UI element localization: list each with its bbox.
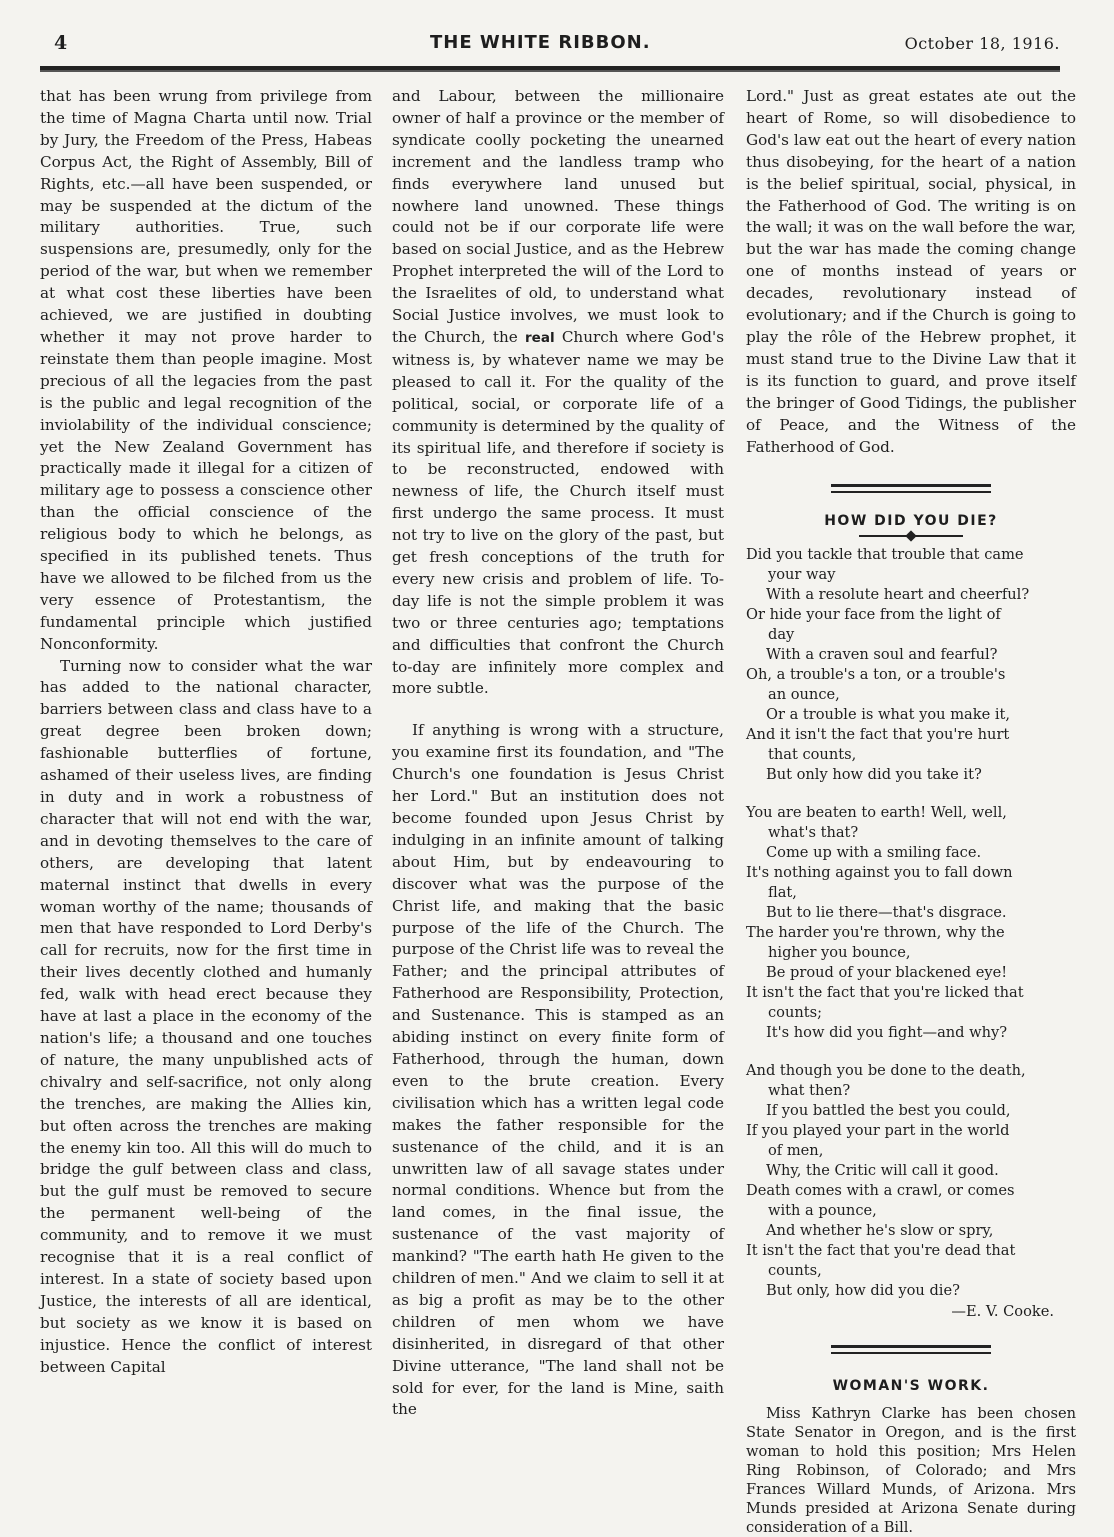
header-rule xyxy=(40,66,1060,72)
issue-date: October 18, 1916. xyxy=(904,34,1060,53)
article-paragraph: Miss Kathryn Clarke has been chosen State Senator in Oregon, and is the first woman to hold this position; Mrs Helen Ring Robinson, of Colorado; and Mrs Frances Willard Munds, of Arizona. Mrs Munds presided at Arizona Senate during consideration of a Bill. xyxy=(746,1405,1076,1537)
poem-line: And though you be done to the death, xyxy=(746,1062,1026,1080)
poem-line: with a pounce, xyxy=(768,1202,877,1220)
poem-line: day xyxy=(768,626,795,644)
emphasis-word: real xyxy=(525,329,555,346)
poem-line: It isn't the fact that you're dead that xyxy=(746,1242,1016,1260)
poem-credit: —E. V. Cooke. xyxy=(951,1303,1054,1321)
poem-line: If you battled the best you could, xyxy=(766,1102,1011,1120)
poem-line: of men, xyxy=(768,1142,824,1160)
column-1 xyxy=(40,86,372,1378)
poem-line: The harder you're thrown, why the xyxy=(746,924,1005,942)
poem-line: counts, xyxy=(768,1262,822,1280)
poem-line: what's that? xyxy=(768,824,859,842)
page-number: 4 xyxy=(54,32,68,54)
article-paragraph: Lord." Just as great estates ate out the heart of Rome, so will disobedience to God's law eat out the heart of every nation thus disobeying, for the heart of a nation is the belief spiritual, social, physical, in the Fatherhood of God. The writing is on the wall; it was on the wall before the war, but the war has made the coming change one of months instead of years or decades, revolutionary instead of evolutionary; and if the Church is going to play the rôle of the Hebrew prophet, it must stand true to the Divine Law that it is its function to guard, and prove itself the bringer of Good Tidings, the publisher of Peace, and the Witness of the Fatherhood of God. xyxy=(746,87,1076,456)
spacer xyxy=(746,1323,1076,1345)
poem-line: And it isn't the fact that you're hurt xyxy=(746,726,1010,744)
poem-line: Be proud of your blackened eye! xyxy=(766,964,1008,982)
poem-line: If you played your part in the world xyxy=(746,1122,1010,1140)
article-paragraph: that has been wrung from privilege from the time of Magna Charta until now. Trial by Jury, the Freedom of the Press, Habeas Corpus Act, the Right of Assembly, Bill of Rights, etc.—all have been suspended, or may be suspended at the dictum of the military authorities. True, such suspensions are, presumedly, only for the period of the war, but when we remember at what cost these liberties have been achieved, we are justified in doubting whether it may not prove harder to reinstate them than people imagine. Most precious of all the legacies from the past is the public and legal recognition of the inviolability of the individual conscience; yet the New Zealand Government has practically made it illegal for a citizen of military age to possess a conscience other than the official conscience of the religious body to which he belongs, as specified in its published tenets. Thus have we allowed to be filched from us the very essence of Protestantism, the fundamental principle which justified Nonconformity. xyxy=(40,87,372,653)
poem-line: Why, the Critic will call it good. xyxy=(766,1162,999,1180)
poem-line: your way xyxy=(768,566,836,584)
section-double-rule xyxy=(831,1345,991,1354)
poem-line: higher you bounce, xyxy=(768,944,911,962)
spacer xyxy=(746,458,1076,484)
section-double-rule xyxy=(831,484,991,493)
article-text: and Labour, between the millionaire owner of half a province or the member of syndicate coolly pocketing the unearned increment and the landless tramp who finds everywhere land unused but nowhere land unowned. These things could not be if our corporate life were based on social Justice, and as the Hebrew Prophet interpreted the will of the Lord to the Israelites of old, to understand what Social Justice involves, we must look to the Church, the xyxy=(392,87,724,346)
poem-line: It's how did you fight—and why? xyxy=(766,1024,1008,1042)
column-3 xyxy=(746,86,1076,1537)
poem-line: Or a trouble is what you make it, xyxy=(766,706,1011,724)
poem-line: Did you tackle that trouble that came xyxy=(746,546,1024,564)
stanza-gap xyxy=(746,1043,1076,1061)
poem xyxy=(746,545,1076,1301)
poem-line: It's nothing against you to fall down xyxy=(746,864,1013,882)
column-2 xyxy=(392,86,724,1421)
poem-line: an ounce, xyxy=(768,686,840,704)
poem-line: But only, how did you die? xyxy=(766,1282,960,1300)
poem-line: But only how did you take it? xyxy=(766,766,982,784)
poem-line: Come up with a smiling face. xyxy=(766,844,982,862)
masthead-title: THE WHITE RIBBON. xyxy=(430,32,651,53)
poem-line: what then? xyxy=(768,1082,851,1100)
poem-title: HOW DID YOU DIE? xyxy=(824,513,998,530)
poem-line: With a resolute heart and cheerful? xyxy=(766,586,1030,604)
section-title-womans-work: WOMAN'S WORK. xyxy=(832,1378,990,1395)
title-ornament-rule xyxy=(859,535,963,537)
poem-line: And whether he's slow or spry, xyxy=(766,1222,994,1240)
poem-line: Or hide your face from the light of xyxy=(746,606,1001,624)
poem-line: flat, xyxy=(768,884,797,902)
poem-line: that counts, xyxy=(768,746,857,764)
stanza-gap xyxy=(746,785,1076,803)
poem-line: With a craven soul and fearful? xyxy=(766,646,998,664)
poem-line: Death comes with a crawl, or comes xyxy=(746,1182,1015,1200)
poem-line: It isn't the fact that you're licked that xyxy=(746,984,1024,1002)
paragraph-gap xyxy=(392,700,724,720)
spacer xyxy=(746,1354,1076,1372)
poem-line: counts; xyxy=(768,1004,823,1022)
article-text: Church where God's witness is, by whatever name we may be pleased to call it. For the quality of the political, social, or corporate life of a community is determined by the quality of its spiritual life, and therefore if society is to be reconstructed, endowed with newness of life, the Church itself must first undergo the same process. It must not try to live on the glory of the past, but get fresh conceptions of the truth for every new crisis and problem of life. To-day life is not the simple problem it was two or three centuries ago; temptations and difficulties that confront the Church to-day are infinitely more complex and more subtle. xyxy=(392,327,724,698)
poem-line: But to lie there—that's disgrace. xyxy=(766,904,1007,922)
article-paragraph xyxy=(392,86,724,700)
poem-line: You are beaten to earth! Well, well, xyxy=(746,804,1007,822)
article-paragraph: If anything is wrong with a structure, you examine first its foundation, and "The Church's one foundation is Jesus Christ her Lord." But an institution does not become founded upon Jesus Christ by indulging in an infinite amount of talking about Him, but by endeavouring to discover what was the purpose of the Christ life, and making that the basic purpose of the life of the Church. The purpose of the Christ life was to reveal the Father; and the principal attributes of Fatherhood are Responsibility, Protection, and Sustenance. This is stamped as an abiding instinct on every finite form of Fatherhood, through the human, down even to the brute creation. Every civilisation which has a written legal code makes the father responsible for the sustenance of the child, and it is an unwritten law of all savage states under normal conditions. Whence but from the land comes, in the final issue, the sustenance of the vast majority of mankind? "The earth hath He given to the children of men." And we claim to sell it at as big a profit as may be to the other children of men whom we have disinherited, in disregard of that other Divine utterance, "The land shall not be sold for ever, for the land is Mine, saith the xyxy=(392,721,724,1419)
spacer xyxy=(746,493,1076,507)
article-paragraph: Turning now to consider what the war has added to the national character, barriers between class and class have to a great degree been broken down; fashionable butterflies of fortune, ashamed of their useless lives, are finding in duty and in work a robustness of character that will not end with the war, and in devoting themselves to the care of others, are developing that latent maternal instinct that dwells in every woman worthy of the name; thousands of men that have responded to Lord Derby's call for recruits, now for the first time in their lives decently clothed and humanly fed, walk with head erect because they have at last a place in the economy of the nation's life; a thousand and one touches of nature, the many unpublished acts of chivalry and self-sacrifice, not only along the trenches, are making the Allies kin, but often across the trenches are making the enemy kin too. All this will do much to bridge the gulf between class and class, but the gulf must be removed to secure the permanent well-being of the community, and to remove it we must recognise that it is a real conflict of interest. In a state of society based upon Justice, the interests of all are identical, but society as we know it is based on injustice. Hence the conflict of interest between Capital xyxy=(40,656,372,1376)
poem-line: Oh, a trouble's a ton, or a trouble's xyxy=(746,666,1006,684)
